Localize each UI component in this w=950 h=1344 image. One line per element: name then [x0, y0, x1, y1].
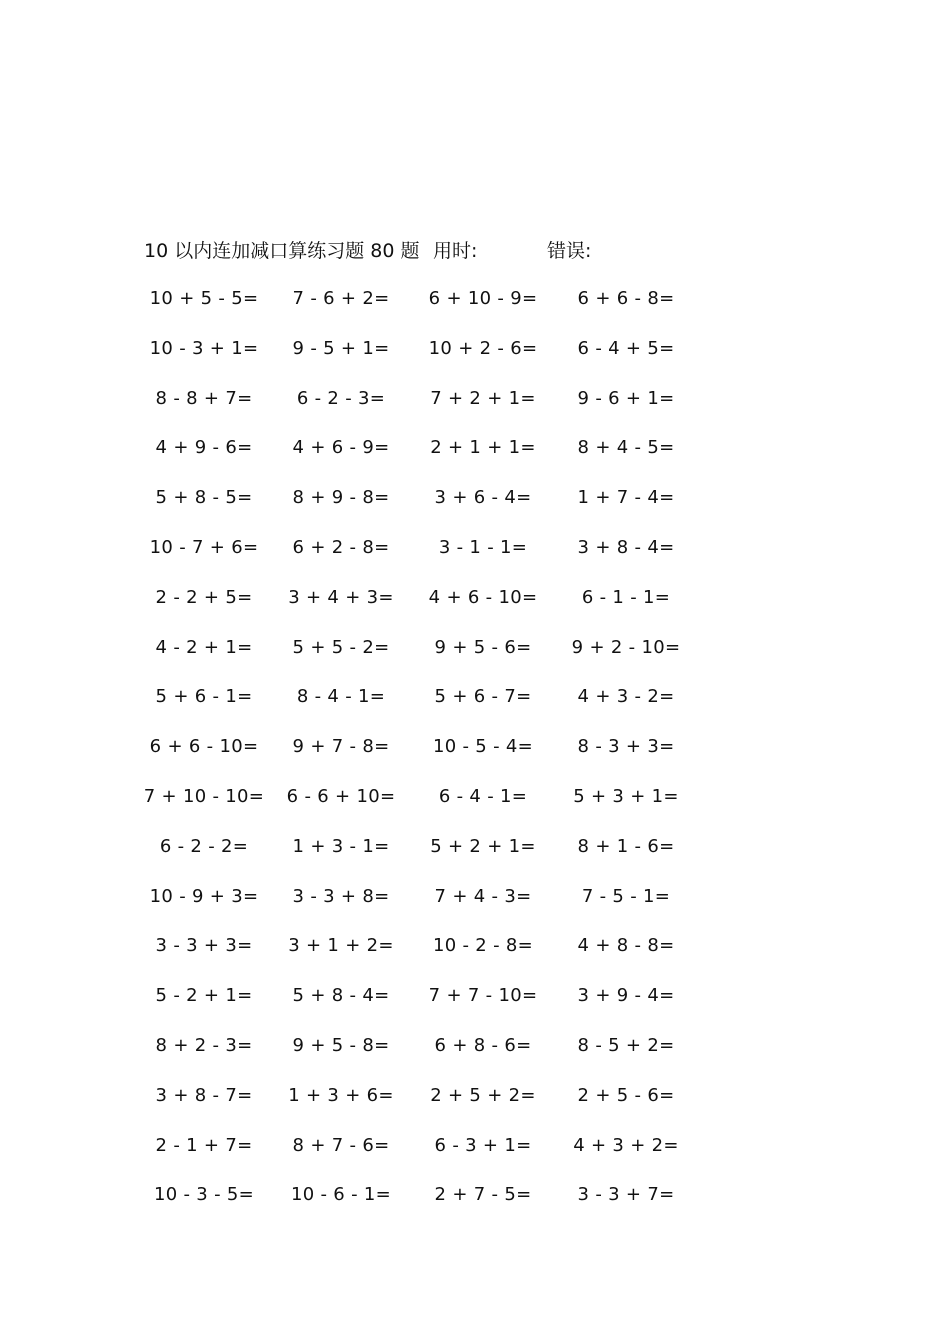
- problem-row: [0, 732, 950, 782]
- arithmetic-problem: 3 - 3 + 7=: [577, 1184, 675, 1206]
- arithmetic-problem: 3 + 8 - 7=: [155, 1084, 253, 1106]
- problem-row: [0, 1180, 950, 1230]
- arithmetic-problem: 4 + 3 + 2=: [573, 1134, 679, 1156]
- arithmetic-problem: 3 - 3 + 8=: [292, 885, 390, 907]
- problem-row: [0, 533, 950, 583]
- arithmetic-problem: 2 + 5 + 2=: [430, 1084, 536, 1106]
- arithmetic-problem: 6 - 2 - 2=: [159, 835, 249, 857]
- arithmetic-problem: 9 + 5 - 8=: [292, 1034, 390, 1056]
- arithmetic-problem: 7 - 6 + 2=: [292, 288, 390, 309]
- arithmetic-problem: 8 + 1 - 6=: [577, 835, 675, 857]
- arithmetic-problem: 9 + 7 - 8=: [292, 736, 390, 758]
- arithmetic-problem: 4 + 3 - 2=: [577, 686, 675, 708]
- arithmetic-problem: 6 - 3 + 1=: [434, 1134, 532, 1156]
- arithmetic-problem: 8 - 3 + 3=: [577, 736, 675, 758]
- arithmetic-problem: 10 - 7 + 6=: [149, 536, 259, 558]
- arithmetic-problem: 5 + 5 - 2=: [292, 636, 390, 658]
- worksheet-title: 10 以内连加减口算练习题 80 题: [144, 240, 420, 262]
- arithmetic-problem: 6 - 2 - 3=: [296, 387, 386, 409]
- arithmetic-problem: 6 + 6 - 10=: [149, 736, 259, 758]
- arithmetic-problem: 8 - 5 + 2=: [577, 1034, 675, 1056]
- arithmetic-problem: 10 - 5 - 4=: [432, 736, 534, 758]
- arithmetic-problem: 7 + 10 - 10=: [143, 785, 265, 807]
- arithmetic-problem: 6 + 6 - 8=: [577, 288, 675, 309]
- arithmetic-problem: 2 + 1 + 1=: [430, 437, 536, 459]
- arithmetic-problem: 3 + 8 - 4=: [577, 536, 675, 558]
- arithmetic-problem: 5 + 6 - 1=: [155, 686, 253, 708]
- arithmetic-problem: 6 - 6 + 10=: [286, 785, 396, 807]
- arithmetic-problem: 10 + 2 - 6=: [428, 337, 538, 359]
- arithmetic-problem: 9 + 2 - 10=: [571, 636, 681, 658]
- problem-row: [0, 1081, 950, 1131]
- arithmetic-problem: 9 - 5 + 1=: [292, 337, 390, 359]
- arithmetic-problem: 8 + 2 - 3=: [155, 1034, 253, 1056]
- problem-row: [0, 782, 950, 832]
- arithmetic-problem: 5 + 8 - 4=: [292, 985, 390, 1007]
- problem-row: [0, 433, 950, 483]
- problem-row: [0, 334, 950, 384]
- problem-row: [0, 1031, 950, 1081]
- problem-row: [0, 832, 950, 882]
- arithmetic-problem: 10 - 3 + 1=: [149, 337, 259, 359]
- problem-row: [0, 682, 950, 732]
- arithmetic-problem: 7 - 5 - 1=: [581, 885, 671, 907]
- arithmetic-problem: 3 + 6 - 4=: [434, 487, 532, 509]
- arithmetic-problem: 10 - 2 - 8=: [432, 935, 534, 957]
- arithmetic-problem: 6 - 4 + 5=: [577, 337, 675, 359]
- arithmetic-problem: 6 + 10 - 9=: [428, 288, 538, 309]
- error-count-label: 错误:: [547, 240, 592, 262]
- arithmetic-problem: 3 + 4 + 3=: [288, 586, 394, 608]
- arithmetic-problem: 9 - 6 + 1=: [577, 387, 675, 409]
- arithmetic-problem: 8 + 4 - 5=: [577, 437, 675, 459]
- arithmetic-problem: 5 + 3 + 1=: [573, 785, 679, 807]
- arithmetic-problem: 4 + 9 - 6=: [155, 437, 253, 459]
- arithmetic-problem: 10 - 6 - 1=: [290, 1184, 392, 1206]
- arithmetic-problem: 4 + 6 - 9=: [292, 437, 390, 459]
- arithmetic-problem: 5 + 8 - 5=: [155, 487, 253, 509]
- problem-row: [0, 1131, 950, 1181]
- arithmetic-problem: 5 + 2 + 1=: [430, 835, 536, 857]
- problem-row: [0, 981, 950, 1031]
- arithmetic-problem: 6 + 8 - 6=: [434, 1034, 532, 1056]
- arithmetic-problem: 2 - 2 + 5=: [155, 586, 253, 608]
- arithmetic-problem: 4 + 6 - 10=: [428, 586, 538, 608]
- arithmetic-problem: 6 + 2 - 8=: [292, 536, 390, 558]
- arithmetic-problem: 7 + 4 - 3=: [434, 885, 532, 907]
- arithmetic-problem: 1 + 3 + 6=: [288, 1084, 394, 1106]
- arithmetic-problem: 1 + 7 - 4=: [577, 487, 675, 509]
- arithmetic-problem: 2 + 7 - 5=: [434, 1184, 532, 1206]
- arithmetic-problem: 5 - 2 + 1=: [155, 985, 253, 1007]
- arithmetic-problem: 8 + 9 - 8=: [292, 487, 390, 509]
- problem-row: [0, 583, 950, 633]
- worksheet-header: [0, 236, 950, 266]
- arithmetic-problem: 2 + 5 - 6=: [577, 1084, 675, 1106]
- time-used-label: 用时:: [433, 240, 478, 262]
- arithmetic-problem: 7 + 7 - 10=: [428, 985, 538, 1007]
- arithmetic-problem: 10 - 3 - 5=: [153, 1184, 255, 1206]
- problem-row: [0, 384, 950, 434]
- arithmetic-problem: 3 + 9 - 4=: [577, 985, 675, 1007]
- arithmetic-problem: 6 - 4 - 1=: [438, 785, 528, 807]
- arithmetic-problem: 9 + 5 - 6=: [434, 636, 532, 658]
- problem-row: [0, 284, 950, 334]
- arithmetic-problem: 1 + 3 - 1=: [292, 835, 390, 857]
- arithmetic-problem: 10 - 9 + 3=: [149, 885, 259, 907]
- arithmetic-problem: 8 - 4 - 1=: [296, 686, 386, 708]
- arithmetic-problem: 10 + 5 - 5=: [149, 288, 259, 309]
- arithmetic-problem: 3 + 1 + 2=: [288, 935, 394, 957]
- arithmetic-problem: 6 - 1 - 1=: [581, 586, 671, 608]
- arithmetic-problem: 5 + 6 - 7=: [434, 686, 532, 708]
- arithmetic-problem: 3 - 1 - 1=: [438, 536, 528, 558]
- problem-row: [0, 633, 950, 683]
- problem-row: [0, 931, 950, 981]
- arithmetic-problem: 4 - 2 + 1=: [155, 636, 253, 658]
- problem-row: [0, 882, 950, 932]
- arithmetic-problem: 8 + 7 - 6=: [292, 1134, 390, 1156]
- problem-row: [0, 483, 950, 533]
- arithmetic-problem: 8 - 8 + 7=: [155, 387, 253, 409]
- arithmetic-problem: 2 - 1 + 7=: [155, 1134, 253, 1156]
- arithmetic-problem: 7 + 2 + 1=: [430, 387, 536, 409]
- arithmetic-problem: 3 - 3 + 3=: [155, 935, 253, 957]
- arithmetic-problem: 4 + 8 - 8=: [577, 935, 675, 957]
- problem-grid: [0, 284, 950, 1230]
